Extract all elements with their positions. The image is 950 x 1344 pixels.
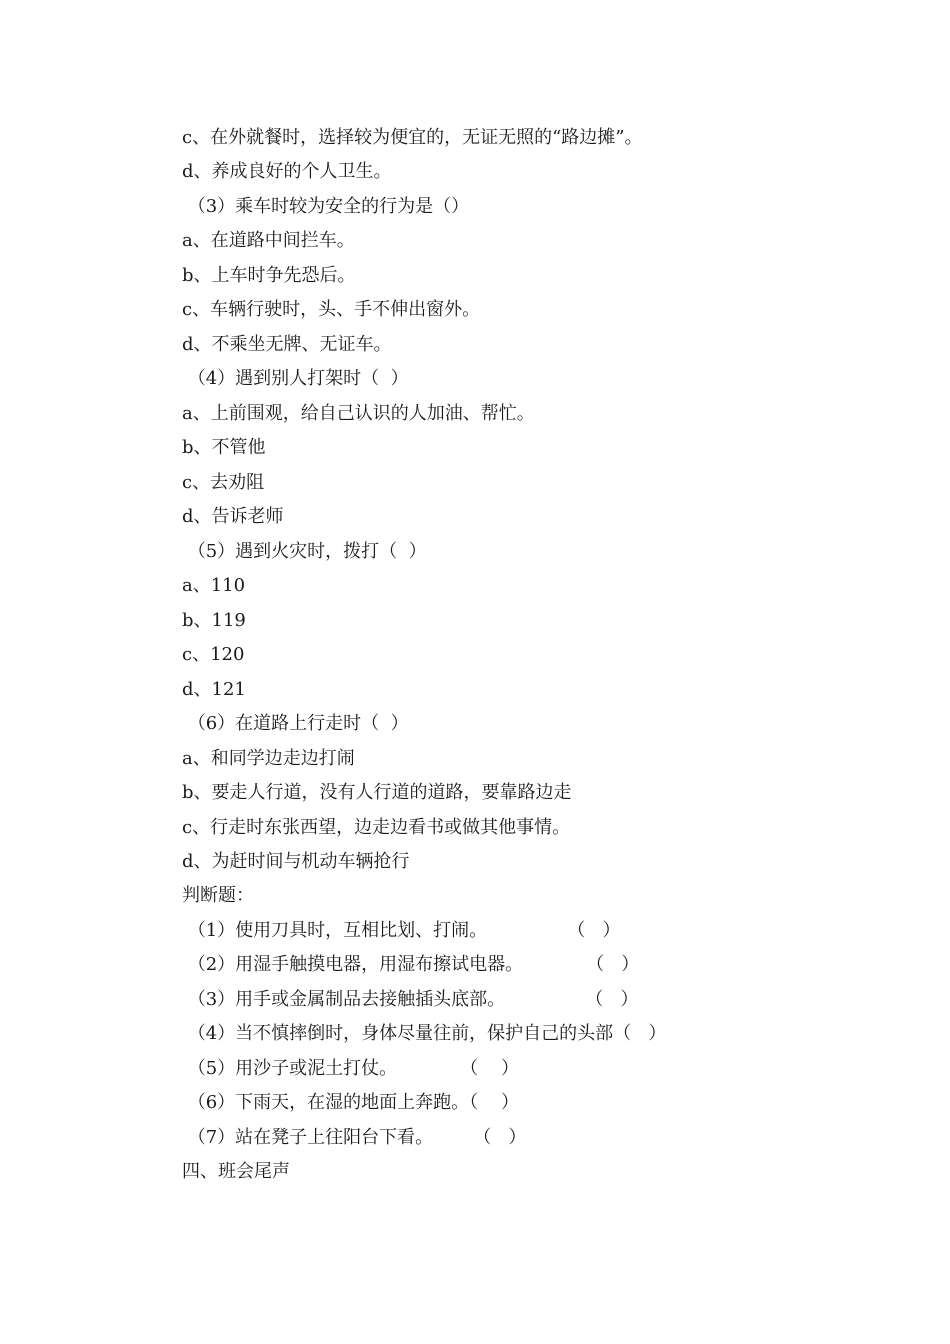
section-true-false: 判断题：: [182, 885, 254, 906]
option-b-q4: b、不管他: [182, 437, 266, 458]
option-b-q5: b、119: [182, 610, 246, 631]
option-c-q5: c、120: [182, 644, 245, 665]
question-6: （6）在道路上行走时（ ）: [182, 713, 409, 734]
option-d-q6: d、为赶时间与机动车辆抢行: [182, 851, 410, 872]
question-5: （5）遇到火灾时，拨打（ ）: [182, 541, 427, 562]
option-d-q2: d、养成良好的个人卫生。: [182, 161, 392, 182]
option-d-q3: d、不乘坐无牌、无证车。: [182, 334, 392, 355]
option-c-q6: c、行走时东张西望，边走边看书或做其他事情。: [182, 817, 571, 838]
option-a-q6: a、和同学边走边打闹: [182, 748, 355, 769]
option-d-q4: d、告诉老师: [182, 506, 284, 527]
tf-item-6: （6）下雨天，在湿的地面上奔跑。（ ）: [182, 1092, 520, 1113]
option-c-q2: c、在外就餐时，选择较为便宜的，无证无照的“路边摊”。: [182, 127, 643, 148]
option-a-q4: a、上前围观，给自己认识的人加油、帮忙。: [182, 403, 535, 424]
option-c-q4: c、去劝阻: [182, 472, 265, 493]
option-c-q3: c、车辆行驶时，头、手不伸出窗外。: [182, 299, 481, 320]
question-3: （3）乘车时较为安全的行为是（）: [182, 196, 470, 217]
option-b-q3: b、上车时争先恐后。: [182, 265, 356, 286]
tf-item-1: （1）使用刀具时，互相比划、打闹。 （ ）: [182, 920, 621, 941]
tf-item-3: （3）用手或金属制品去接触插头底部。 （ ）: [182, 989, 639, 1010]
tf-item-4: （4）当不慎摔倒时，身体尽量往前，保护自己的头部（ ）: [182, 1023, 667, 1044]
option-a-q3: a、在道路中间拦车。: [182, 230, 355, 251]
question-4: （4）遇到别人打架时（ ）: [182, 368, 409, 389]
option-b-q6: b、要走人行道，没有人行道的道路，要靠路边走: [182, 782, 572, 803]
section-closing: 四、班会尾声: [182, 1161, 290, 1182]
tf-item-2: （2）用湿手触摸电器，用湿布擦试电器。 （ ）: [182, 954, 640, 975]
option-d-q5: d、121: [182, 679, 246, 700]
tf-item-7: （7）站在凳子上往阳台下看。 （ ）: [182, 1127, 527, 1148]
tf-item-5: （5）用沙子或泥土打仗。 （ ）: [182, 1058, 519, 1079]
option-a-q5: a、110: [182, 575, 246, 596]
